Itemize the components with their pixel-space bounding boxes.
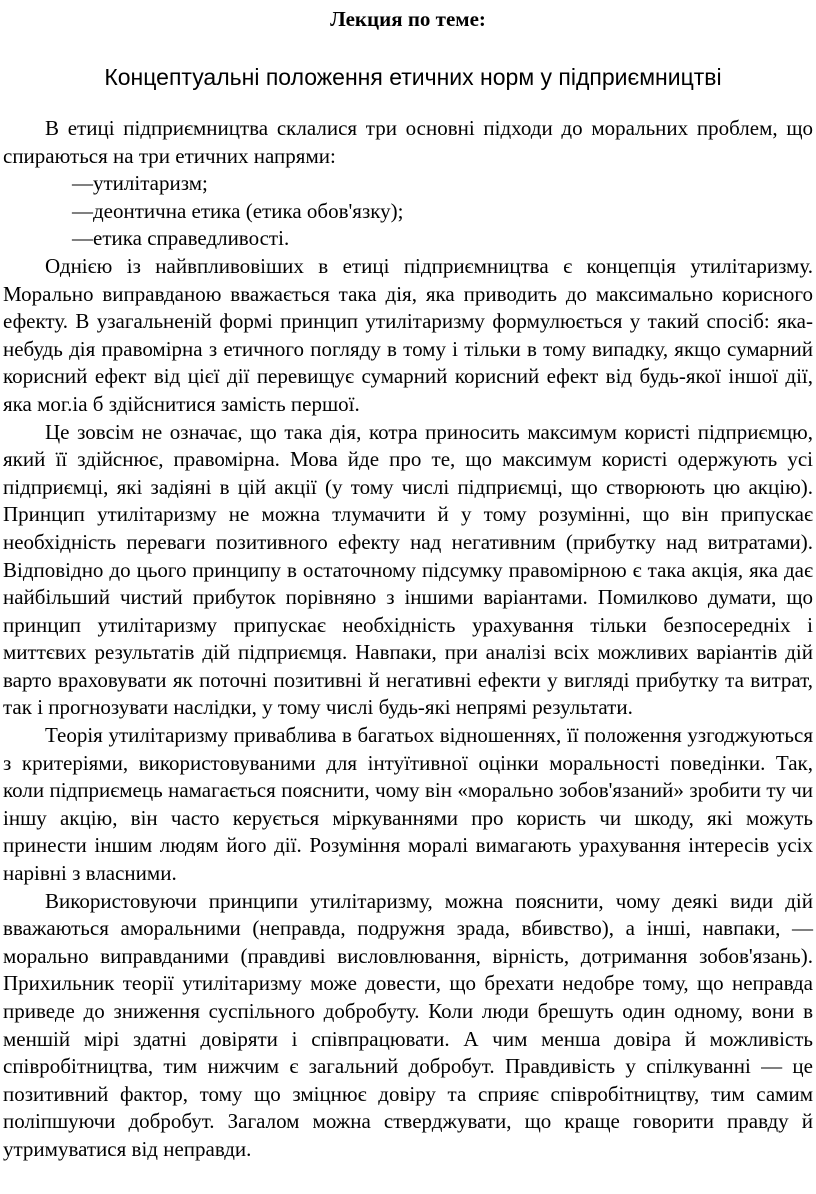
page-title: Концептуальні положення етичних норм у підприємництві [104,64,722,90]
paragraph-utilitarianism-examples: Використовуючи принципи утилітаризму, можна пояснити, чому деякі види дій вважаються аморальними (неправда, подружня зрада, вбивство), а інші, навпаки, — морально виправданими (правдиві висловлювання, вірність, дотримання зобов'язань). Прихильник теорії утилітаризму може довести, що брехати недобре тому, що неправда приведе до зниження суспільного добробуту. Коли люди брешуть один одному, вони в меншій мірі здатні довіряти і співпрацювати. А чим менша довіра й можливість співробітництва, тим нижчим є загальний добробут. Правдивість у спілкуванні — це позитивний фактор, тому що зміцнює довіру та сприяє співробітництву, тим самим поліпшуючи добробут. Загалом можна стверджувати, що краще говорити правду й утримуватися від неправди. [3,888,813,1161]
approach-item-justice-ethics: —етика справедливості. [72,226,290,251]
approach-item-deontic-ethics: —деонтична етика (етика обов'язку); [72,198,404,223]
document-body [3,115,813,1164]
paragraph-utilitarianism-appeal: Теорія утилітаризму приваблива в багатьох відношеннях, її положення узгоджуються з критеріями, використовуваними для інтуїтивної оцінки моральності поведінки. Так, коли підприємець намагається пояснити, чому він «морально зобов'язаний» зробити ту чи іншу акцію, він часто керується міркуваннями про користь чи шкоду, які можуть принести іншим людям його дії. Розуміння моралі вимагають урахування інтересів усіх нарівні з власними. [3,723,813,886]
lecture-label: Лекция по теме: [330,7,486,31]
paragraph-utilitarianism-concept: Однією із найвпливовіших в етиці підприємництва є концепція утилітаризму. Морально виправданою вважається така дія, яка приводить до максимально корисного ефекту. В узагальненій формі принцип утилітаризму формулюється у такий спосіб: яка-небудь дія правомірна з етичного погляду в тому і тільки в тому випадку, якщо сумарний корисний ефект від цієї дії перевищує сумарний корисний ефект від будь-якої іншої дії, яка мог.іа б здійснитися замість першої. [3,253,813,416]
paragraph-utilitarianism-meaning: Це зовсім не означає, що така дія, котра приносить максимум користі підприємцю, який її здійснює, правомірна. Мова йде про те, що максимум користі одержують усі підприємці, які задіяні в цій акції (у тому числі підприємці, що створюють цю акцію). Принцип утилітаризму не можна тлумачити й у тому розумінні, що він припускає необхідність переваги позитивного ефекту над негативним (прибутку над витратами). Відповідно до цього принципу в остаточному підсумку правомірною є така акція, яка дає найбільший чистий прибуток порівняно з іншими варіантами. Помилково думати, що принцип утилітаризму припускає необхідність урахування тільки безпосередніх і миттєвих результатів дій підприємця. Навпаки, при аналізі всіх можливих варіантів дій варто враховувати як поточні позитивні й негативні ефекти у вигляді прибутку та витрат, так і прогнозувати наслідки, у тому числі будь-які непрямі результати. [3,419,813,720]
intro-paragraph: В етиці підприємництва склалися три основні підходи до моральних проблем, що спираються на три етичних напрями: [3,116,813,168]
approach-item-utilitarianism: —утилітаризм; [72,171,208,196]
